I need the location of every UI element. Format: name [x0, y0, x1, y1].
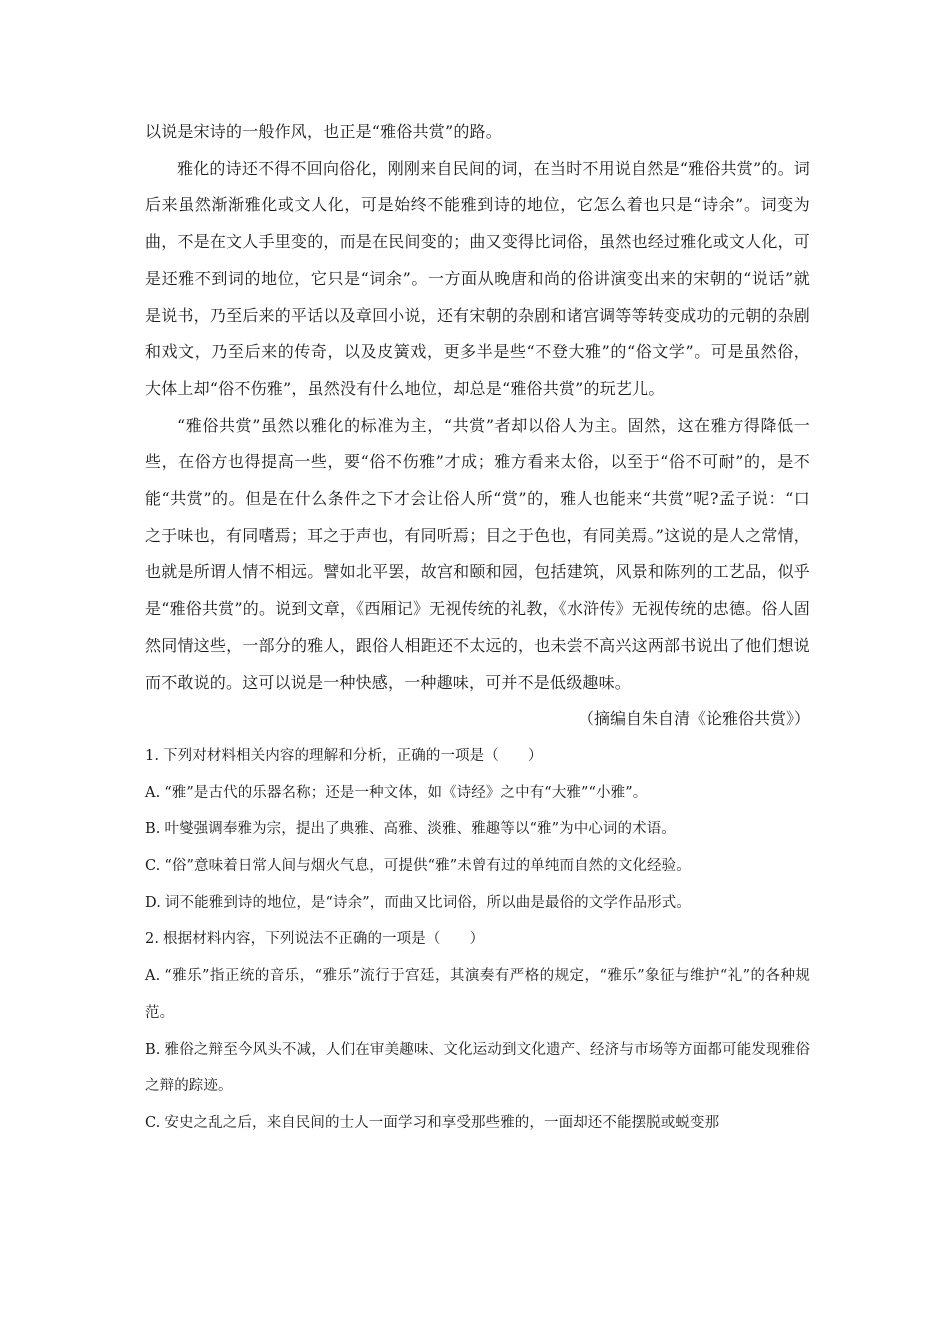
paragraph-3: “雅俗共赏”虽然以雅化的标准为主，“共赏”者却以俗人为主。固然，这在雅方得降低一些，在俗方也得提高一些，要“俗不伤雅”才成；雅方看来太俗，以至于“俗不可耐”的，是不能“共赏”的。但是在什么条件之下才会让俗人所“赏”的，雅人也能来“共赏”呢?孟子说：“口之于味也，有同嗜焉；耳之于声也，有同听焉；目之于色也，有同美焉。”这说的是人之常情，也就是所谓人情不相远。譬如北平罢，故宫和颐和园，包括建筑，风景和陈列的工艺品，似乎是“雅俗共赏”的。说到文章，《西厢记》无视传统的礼教，《水浒传》无视传统的忠德。俗人固然同情这些，一部分的雅人，跟俗人相距还不太远的，也未尝不高兴这两部书说出了他们想说而不敢说的。这可以说是一种快感，一种趣味，可并不是低级趣味。: [145, 415, 810, 692]
option-text: “雅乐”指正统的音乐，“雅乐”流行于宫廷，其演奏有严格的规定，“雅乐”象征与维护“礼”的各种规范。: [145, 968, 810, 1021]
question-text: 根据材料内容，下列说法不正确的一项是（ ）: [163, 931, 485, 948]
option-letter: A.: [145, 784, 161, 801]
source-citation: （摘编自朱自清《论雅俗共赏》）: [577, 709, 810, 729]
question-text: 下列对材料相关内容的理解和分析，正确的一项是（ ）: [163, 747, 543, 764]
question-1-option-b: [145, 811, 810, 848]
option-text: 叶燮强调奉雅为宗，提出了典雅、高雅、淡雅、雅趣等以“雅”为中心词的术语。: [164, 821, 676, 838]
option-letter: A.: [145, 968, 161, 985]
option-text: 词不能雅到诗的地位，是“诗余”，而曲又比词俗，所以曲是最俗的文学作品形式。: [164, 894, 691, 911]
paragraph-2: 雅化的诗还不得不回向俗化，刚刚来自民间的词，在当时不用说自然是“雅俗共赏”的。词后来虽然渐渐雅化或文人化，可是始终不能雅到诗的地位，它怎么着也只是“诗余”。词变为曲，不是在文人手里变的，而是在民间变的；曲又变得比词俗，虽然也经过雅化或文人化，可是还雅不到词的地位，它只是“词余”。一方面从晚唐和尚的俗讲演变出来的宋朝的“说话”就是说书，乃至后来的平话以及章回小说，还有宋朝的杂剧和诸宫调等等转变成功的元朝的杂剧和戏文，乃至后来的传奇，以及皮簧戏，更多半是些“不登大雅”的“俗文学”。可是虽然俗，大体上却“俗不伤雅”，虽然没有什么地位，却总是“雅俗共赏”的玩艺儿。: [145, 158, 810, 398]
paragraph-1: 以说是宋诗的一般作风，也正是“雅俗共赏”的路。: [145, 122, 502, 141]
question-1-option-d: [145, 885, 810, 922]
option-letter: B.: [145, 821, 161, 838]
option-letter: C.: [145, 1114, 161, 1131]
option-letter: B.: [145, 1041, 161, 1058]
question-2-option-b: [145, 1032, 810, 1105]
option-letter: D.: [145, 894, 161, 911]
option-text: 雅俗之辩至今风头不减，人们在审美趣味、文化运动到文化遗产、经济与市场等方面都可能发现雅俗之辩的踪迹。: [145, 1041, 810, 1095]
question-1-option-c: [145, 848, 810, 885]
option-text: 安史之乱之后，来自民间的士人一面学习和享受那些雅的，一面却还不能摆脱或蜕变那: [164, 1114, 720, 1131]
question-2: [145, 921, 810, 958]
option-text: “俗”意味着日常人间与烟火气息，可提供“雅”未曾有过的单纯而自然的文化经验。: [164, 858, 691, 875]
question-1-option-a: [145, 775, 810, 812]
question-number: 2.: [145, 931, 160, 948]
document-page: [145, 114, 810, 1142]
question-number: 1.: [145, 747, 160, 764]
question-2-option-c: [145, 1105, 810, 1142]
option-letter: C.: [145, 858, 161, 875]
question-2-option-a: [145, 958, 810, 1031]
option-text: “雅”是古代的乐器名称；还是一种文体，如《诗经》之中有“大雅”“小雅”。: [164, 784, 648, 801]
question-1: [145, 738, 810, 775]
